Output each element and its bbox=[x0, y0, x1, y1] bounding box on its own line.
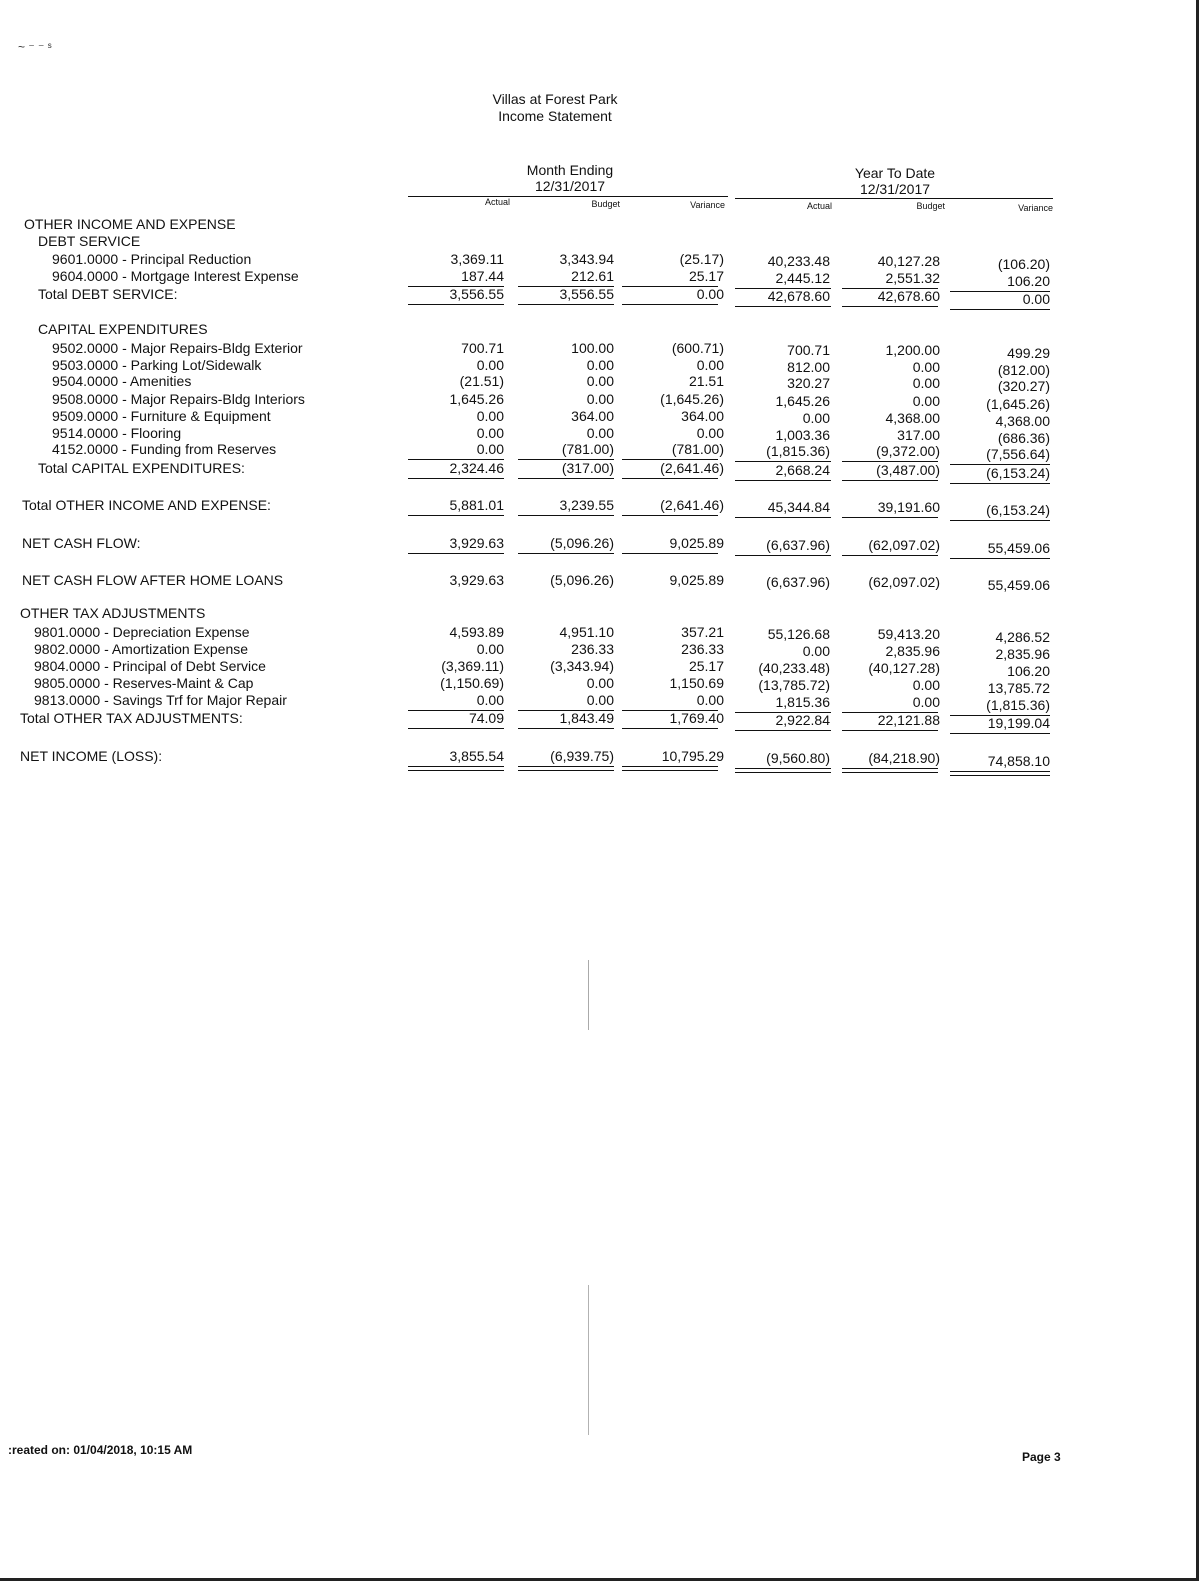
row-label: 9601.0000 - Principal Reduction bbox=[52, 251, 252, 267]
amount-cell: 0.00 bbox=[476, 692, 504, 708]
col-header-ytd-budget: Budget bbox=[916, 201, 945, 211]
underline bbox=[518, 304, 614, 305]
underline bbox=[408, 478, 504, 479]
amount-cell: (21.51) bbox=[459, 373, 504, 389]
amount-cell: 106.20 bbox=[1007, 663, 1050, 679]
amount-cell: (3,369.11) bbox=[441, 658, 504, 674]
amount-cell: 74,858.10 bbox=[987, 753, 1050, 769]
underline bbox=[950, 309, 1050, 310]
amount-cell: 2,668.24 bbox=[775, 462, 830, 478]
amount-cell: 0.00 bbox=[476, 441, 504, 457]
amount-cell: 22,121.88 bbox=[877, 712, 940, 728]
amount-cell: 0.00 bbox=[696, 357, 724, 373]
amount-cell: 2,324.46 bbox=[449, 460, 504, 476]
col-header-month-variance: Variance bbox=[690, 200, 725, 210]
amount-cell: (40,233.48) bbox=[758, 660, 830, 676]
amount-cell: (2,641.46) bbox=[660, 460, 724, 476]
amount-cell: 4,368.00 bbox=[995, 413, 1050, 429]
amount-cell: 3,369.11 bbox=[450, 251, 504, 267]
amount-cell: 700.71 bbox=[461, 340, 504, 356]
row-label: Total CAPITAL EXPENDITURES: bbox=[38, 460, 245, 476]
amount-cell: 1,815.36 bbox=[775, 694, 830, 710]
amount-cell: (13,785.72) bbox=[758, 677, 830, 693]
amount-cell: 39,191.60 bbox=[877, 499, 940, 515]
amount-cell: 320.27 bbox=[787, 375, 830, 391]
ytd-group-label: Year To Date bbox=[854, 165, 936, 181]
amount-cell: 2,445.12 bbox=[775, 270, 830, 286]
scan-fold-line bbox=[588, 1285, 589, 1435]
report-title: Income Statement bbox=[498, 108, 612, 124]
amount-cell: 25.17 bbox=[688, 658, 724, 674]
underline bbox=[735, 555, 831, 556]
underline bbox=[950, 520, 1050, 521]
row-label: 9804.0000 - Principal of Debt Service bbox=[34, 658, 266, 674]
amount-cell: 1,769.40 bbox=[669, 710, 724, 726]
amount-cell: 212.61 bbox=[571, 268, 614, 284]
amount-cell: (6,153.24) bbox=[986, 502, 1050, 518]
amount-cell: (320.27) bbox=[997, 378, 1050, 394]
amount-cell: 42,678.60 bbox=[767, 288, 830, 304]
amount-cell: (1,645.26) bbox=[986, 396, 1050, 412]
amount-cell: 1,843.49 bbox=[559, 710, 614, 726]
row-label: 9508.0000 - Major Repairs-Bldg Interiors bbox=[52, 391, 305, 407]
amount-cell: 2,922.84 bbox=[775, 712, 830, 728]
amount-cell: (9,560.80) bbox=[766, 750, 830, 766]
row-label: 9805.0000 - Reserves-Maint & Cap bbox=[34, 675, 254, 691]
amount-cell: (5,096.26) bbox=[550, 535, 614, 551]
amount-cell: (812.00) bbox=[997, 362, 1050, 378]
underline bbox=[408, 304, 504, 305]
amount-cell: (106.20) bbox=[997, 256, 1050, 272]
col-header-ytd-actual: Actual bbox=[806, 201, 832, 211]
row-label: NET INCOME (LOSS): bbox=[20, 748, 163, 764]
ytd-group-heading bbox=[795, 165, 995, 197]
amount-cell: 40,233.48 bbox=[767, 253, 830, 269]
amount-cell: 3,929.63 bbox=[449, 535, 504, 551]
amount-cell: 106.20 bbox=[1007, 273, 1050, 289]
amount-cell: 0.00 bbox=[912, 694, 940, 710]
amount-cell: 4,951.10 bbox=[559, 624, 614, 640]
amount-cell: (9,372.00) bbox=[876, 443, 940, 459]
amount-cell: (6,153.24) bbox=[986, 465, 1050, 481]
row-label: 9802.0000 - Amortization Expense bbox=[34, 641, 249, 657]
row-label: Total DEBT SERVICE: bbox=[38, 286, 178, 302]
row-label: 9502.0000 - Major Repairs-Bldg Exterior bbox=[52, 340, 303, 356]
amount-cell: 0.00 bbox=[912, 393, 940, 409]
row-label: NET CASH FLOW AFTER HOME LOANS bbox=[22, 572, 284, 588]
amount-cell: 3,239.55 bbox=[559, 497, 614, 513]
amount-cell: 9,025.89 bbox=[669, 535, 724, 551]
amount-cell: 364.00 bbox=[681, 408, 724, 424]
amount-cell: (781.00) bbox=[561, 441, 614, 457]
amount-cell: (3,343.94) bbox=[550, 658, 614, 674]
underline bbox=[950, 733, 1050, 734]
amount-cell: 236.33 bbox=[571, 641, 614, 657]
underline bbox=[518, 478, 614, 479]
amount-cell: 45,344.84 bbox=[767, 499, 830, 515]
amount-cell: 55,126.68 bbox=[767, 626, 830, 642]
row-label: 9801.0000 - Depreciation Expense bbox=[34, 624, 250, 640]
month-group-date: 12/31/2017 bbox=[534, 178, 606, 194]
underline bbox=[408, 553, 504, 554]
created-timestamp: :reated on: 01/04/2018, 10:15 AM bbox=[8, 1443, 193, 1457]
amount-cell: 25.17 bbox=[688, 268, 724, 284]
amount-cell: 2,551.32 bbox=[885, 270, 940, 286]
amount-cell: 4,286.52 bbox=[995, 629, 1050, 645]
underline bbox=[842, 306, 938, 307]
amount-cell: 40,127.28 bbox=[877, 253, 940, 269]
amount-cell: 0.00 bbox=[802, 410, 830, 426]
amount-cell: 13,785.72 bbox=[987, 680, 1050, 696]
amount-cell: (6,637.96) bbox=[766, 574, 830, 590]
amount-cell: 812.00 bbox=[787, 359, 830, 375]
double-underline bbox=[408, 766, 504, 771]
amount-cell: 9,025.89 bbox=[669, 572, 724, 588]
underline bbox=[842, 480, 938, 481]
amount-cell: 0.00 bbox=[802, 643, 830, 659]
underline bbox=[518, 553, 614, 554]
amount-cell: (7,556.64) bbox=[986, 446, 1050, 462]
underline bbox=[408, 515, 504, 516]
row-label: 9509.0000 - Furniture & Equipment bbox=[52, 408, 271, 424]
underline bbox=[622, 728, 718, 729]
row-label: 9514.0000 - Flooring bbox=[52, 425, 182, 441]
amount-cell: (3,487.00) bbox=[876, 462, 940, 478]
amount-cell: (1,815.36) bbox=[766, 443, 830, 459]
amount-cell: 0.00 bbox=[696, 425, 724, 441]
underline bbox=[622, 553, 718, 554]
row-label: Total OTHER TAX ADJUSTMENTS: bbox=[20, 710, 243, 726]
scan-artifact: ~ ⁻ ⁻ ˢ bbox=[18, 40, 52, 54]
amount-cell: (1,815.36) bbox=[986, 697, 1050, 713]
amount-cell: (62,097.02) bbox=[868, 574, 940, 590]
amount-cell: 700.71 bbox=[787, 342, 830, 358]
double-underline bbox=[842, 768, 938, 773]
underline bbox=[622, 478, 718, 479]
row-label: CAPITAL EXPENDITURES bbox=[38, 321, 208, 337]
amount-cell: (1,150.69) bbox=[440, 675, 504, 691]
underline bbox=[735, 306, 831, 307]
amount-cell: 0.00 bbox=[476, 641, 504, 657]
underline bbox=[622, 304, 718, 305]
amount-cell: 236.33 bbox=[681, 641, 724, 657]
underline bbox=[735, 517, 831, 518]
amount-cell: 187.44 bbox=[461, 268, 504, 284]
amount-cell: (600.71) bbox=[671, 340, 724, 356]
amount-cell: 59,413.20 bbox=[877, 626, 940, 642]
ytd-group-date: 12/31/2017 bbox=[859, 181, 931, 197]
amount-cell: 0.00 bbox=[476, 425, 504, 441]
amount-cell: (781.00) bbox=[671, 441, 724, 457]
month-group-heading bbox=[470, 162, 670, 194]
row-label: 9503.0000 - Parking Lot/Sidewalk bbox=[52, 357, 262, 373]
row-label: OTHER TAX ADJUSTMENTS bbox=[20, 605, 206, 621]
amount-cell: 317.00 bbox=[897, 427, 940, 443]
amount-cell: 3,556.55 bbox=[559, 286, 614, 302]
amount-cell: 2,835.96 bbox=[885, 643, 940, 659]
month-group-label: Month Ending bbox=[526, 162, 614, 178]
amount-cell: 0.00 bbox=[476, 408, 504, 424]
amount-cell: 55,459.06 bbox=[987, 577, 1050, 593]
amount-cell: (62,097.02) bbox=[868, 537, 940, 553]
amount-cell: (1,645.26) bbox=[660, 391, 724, 407]
amount-cell: (25.17) bbox=[679, 251, 724, 267]
amount-cell: 0.00 bbox=[696, 286, 724, 302]
amount-cell: (686.36) bbox=[997, 430, 1050, 446]
row-label: 4152.0000 - Funding from Reserves bbox=[52, 441, 277, 457]
amount-cell: 4,593.89 bbox=[449, 624, 504, 640]
amount-cell: (2,641.46) bbox=[660, 497, 724, 513]
underline bbox=[735, 730, 831, 731]
amount-cell: 5,881.01 bbox=[449, 497, 504, 513]
amount-cell: 0.00 bbox=[586, 675, 614, 691]
underline bbox=[950, 483, 1050, 484]
double-underline bbox=[518, 766, 614, 771]
amount-cell: 3,556.55 bbox=[449, 286, 504, 302]
amount-cell: 0.00 bbox=[586, 692, 614, 708]
amount-cell: 1,645.26 bbox=[449, 391, 504, 407]
amount-cell: 0.00 bbox=[586, 391, 614, 407]
amount-cell: (6,637.96) bbox=[766, 537, 830, 553]
amount-cell: 74.09 bbox=[468, 710, 504, 726]
amount-cell: 0.00 bbox=[1022, 291, 1050, 307]
amount-cell: 42,678.60 bbox=[877, 288, 940, 304]
page-number: Page 3 bbox=[1022, 1450, 1061, 1464]
amount-cell: 10,795.29 bbox=[661, 748, 724, 764]
amount-cell: 0.00 bbox=[912, 375, 940, 391]
amount-cell: 0.00 bbox=[912, 677, 940, 693]
underline bbox=[408, 728, 504, 729]
scan-fold-line bbox=[588, 960, 589, 1030]
double-underline bbox=[622, 766, 718, 771]
row-label: DEBT SERVICE bbox=[38, 233, 141, 249]
amount-cell: 100.00 bbox=[571, 340, 614, 356]
col-header-month-budget: Budget bbox=[591, 199, 620, 209]
amount-cell: 499.29 bbox=[1007, 345, 1050, 361]
col-header-ytd-variance: Variance bbox=[1018, 203, 1053, 213]
amount-cell: 2,835.96 bbox=[995, 646, 1050, 662]
amount-cell: 0.00 bbox=[586, 425, 614, 441]
amount-cell: 55,459.06 bbox=[987, 540, 1050, 556]
underline bbox=[950, 558, 1050, 559]
amount-cell: (5,096.26) bbox=[550, 572, 614, 588]
row-label: Total OTHER INCOME AND EXPENSE: bbox=[22, 497, 271, 513]
amount-cell: 1,003.36 bbox=[775, 427, 830, 443]
row-label: 9813.0000 - Savings Trf for Major Repair bbox=[34, 692, 287, 708]
amount-cell: 1,200.00 bbox=[885, 342, 940, 358]
underline bbox=[622, 515, 718, 516]
amount-cell: 19,199.04 bbox=[987, 715, 1050, 731]
amount-cell: 3,855.54 bbox=[449, 748, 504, 764]
row-label: 9504.0000 - Amenities bbox=[52, 373, 192, 389]
amount-cell: 0.00 bbox=[912, 359, 940, 375]
amount-cell: 1,150.69 bbox=[669, 675, 724, 691]
row-label: 9604.0000 - Mortgage Interest Expense bbox=[52, 268, 299, 284]
row-label: NET CASH FLOW: bbox=[22, 535, 141, 551]
underline bbox=[842, 517, 938, 518]
amount-cell: (317.00) bbox=[561, 460, 614, 476]
amount-cell: (84,218.90) bbox=[868, 750, 940, 766]
ytd-header-rule bbox=[735, 198, 1053, 199]
amount-cell: (40,127.28) bbox=[868, 660, 940, 676]
double-underline bbox=[950, 771, 1050, 776]
company-name: Villas at Forest Park bbox=[492, 91, 618, 107]
row-label: OTHER INCOME AND EXPENSE bbox=[24, 216, 236, 232]
amount-cell: 0.00 bbox=[586, 357, 614, 373]
underline bbox=[842, 730, 938, 731]
underline bbox=[735, 480, 831, 481]
amount-cell: 357.21 bbox=[681, 624, 724, 640]
underline bbox=[518, 515, 614, 516]
amount-cell: 364.00 bbox=[571, 408, 614, 424]
amount-cell: 1,645.26 bbox=[775, 393, 830, 409]
col-header-month-actual: Actual bbox=[484, 197, 510, 207]
underline bbox=[842, 555, 938, 556]
amount-cell: 21.51 bbox=[688, 373, 724, 389]
double-underline bbox=[735, 768, 831, 773]
amount-cell: 3,929.63 bbox=[449, 572, 504, 588]
amount-cell: 0.00 bbox=[696, 692, 724, 708]
amount-cell: (6,939.75) bbox=[550, 748, 614, 764]
amount-cell: 0.00 bbox=[476, 357, 504, 373]
amount-cell: 3,343.94 bbox=[559, 251, 614, 267]
amount-cell: 4,368.00 bbox=[885, 410, 940, 426]
amount-cell: 0.00 bbox=[586, 373, 614, 389]
underline bbox=[518, 728, 614, 729]
